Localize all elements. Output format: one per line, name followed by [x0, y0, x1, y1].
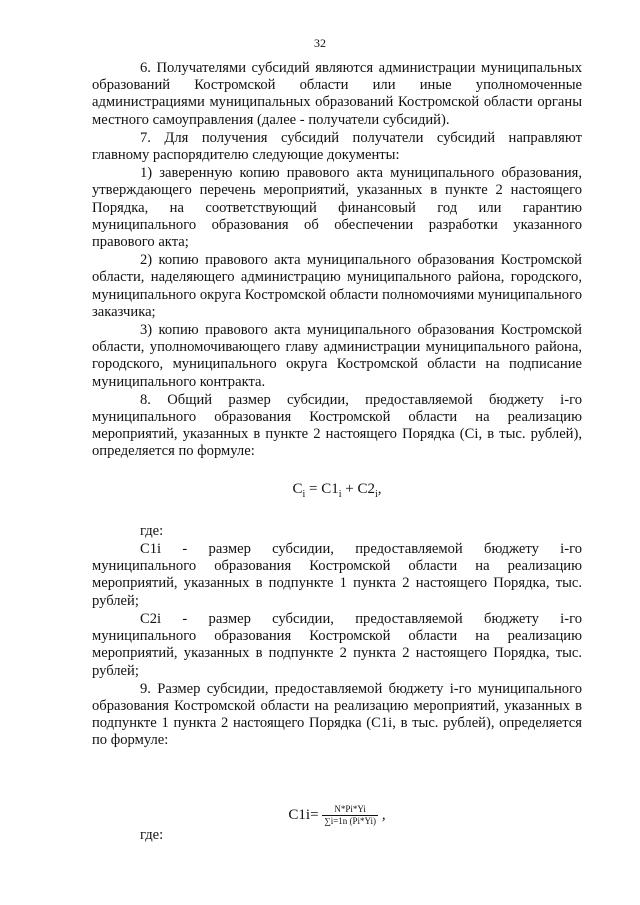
formula2-fraction — [322, 804, 378, 827]
formula1-c: C — [292, 480, 303, 497]
definition-c1: C1i - размер субсидии, предоставляемой бюджету i-го муниципального образования Костромской области на реализацию мероприятий, указанных в подпункте 1 пункта 2 настоящего Порядка, тыс. рублей; — [92, 541, 582, 609]
paragraph-8: 8. Общий размер субсидии, предоставляемой бюджету i-го муниципального образования Костромской области на реализацию мероприятий, указанных в пункте 2 настоящего Порядка (Ci, в тыс. рублей), определяется по формуле: — [92, 391, 582, 460]
where-label: где: — [140, 522, 164, 539]
paragraph-9: 9. Размер субсидии, предоставляемой бюджету i-го муниципального образования Костромской области на реализацию мероприятий, указанных в подпункте 1 пункта 2 настоящего Порядка (C1i, в тыс. рублей), определяется по формуле: — [92, 680, 582, 749]
where-label-2: где: — [140, 826, 164, 843]
paragraph-7: 7. Для получения субсидий получатели субсидий направляют главному распорядителю следующие документы: — [92, 129, 582, 164]
formula-c1-subsidy — [92, 804, 582, 827]
paragraph-7-item-2: 2) копию правового акта муниципального образования Костромской области, наделяющего администрацию муниципального района, городского, муниципального округа Костромской области полномочиями муниципального заказчика; — [92, 252, 582, 320]
formula2-lhs: C1i= — [288, 806, 319, 823]
page-number: 32 — [314, 36, 326, 50]
formula2-denominator: ∑i=1n (Pi*Yi) — [324, 815, 377, 826]
document-body — [92, 60, 582, 844]
formula2-numerator: N*Pi*Yi — [322, 804, 378, 816]
formula1-end: , — [377, 480, 382, 497]
formula1-sub-i-2: i — [338, 488, 342, 500]
formula-total-subsidy — [92, 481, 582, 503]
paragraph-7-item-1: 1) заверенную копию правового акта муниципального образования, утверждающего перечень мероприятий, указанных в пункте 2 настоящего Порядка, на соответствующий финансовый год или гарантию муниципального образования об обеспечении разработки указанного правового акта; — [92, 165, 582, 251]
formula1-plus: + C2 — [341, 480, 375, 497]
formula1-eq: = C1 — [305, 480, 339, 497]
paragraph-7-item-3: 3) копию правового акта муниципального образования Костромской области, уполномочивающего главу администрации муниципального района, городского, муниципального округа Костромской области на подписание муниципального контракта. — [92, 322, 582, 390]
paragraph-6: 6. Получателями субсидий являются администрации муниципальных образований Костромской области или иные уполномоченные администрациями муниципальных образований Костромской области органы местного самоуправления (далее - получатели субсидий). — [92, 60, 582, 128]
definition-c2: C2i - размер субсидии, предоставляемой бюджету i-го муниципального образования Костромской области на реализацию мероприятий, указанных в подпункте 2 пункта 2 настоящего Порядка, тыс. рублей; — [92, 610, 582, 679]
formula2-end: , — [381, 806, 386, 823]
formula1-sub-i: i — [302, 488, 306, 500]
formula1-sub-i-3: i — [374, 488, 378, 500]
